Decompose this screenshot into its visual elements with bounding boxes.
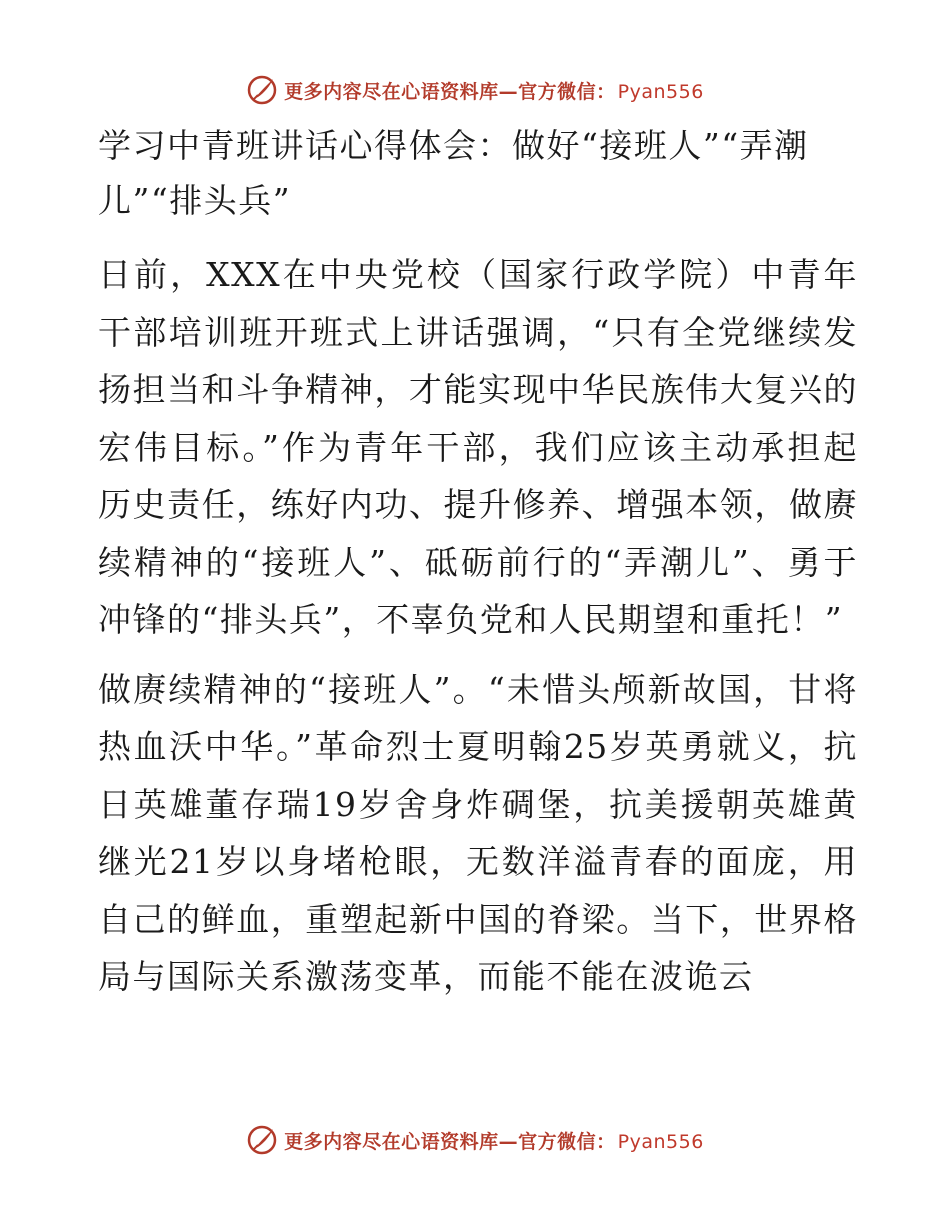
watermark-text: 更多内容尽在心语资料库—官方微信： Pyan556 [284,1130,704,1153]
quill-circle-logo-icon [246,74,278,106]
quill-circle-logo-icon [246,1124,278,1156]
paragraph-2: 做赓续精神的“接班人”。“未惜头颅新故国，甘将热血沃中华。”革命烈士夏明翰25岁英勇就义，抗日英雄董存瑞19岁舍身炸碉堡，抗美援朝英雄黄继光21岁以身堵枪眼，无数洋溢青春的面庞，用自己的鲜血，重塑起新中国的脊梁。当下，世界格局与国际关系激荡变革，而能不能在波诡云 [98,669,858,996]
document-title: 学习中青班讲话心得体会：做好“接班人”“弄潮儿”“排头兵” [98,126,809,220]
paragraph-1: 日前，XXX在中央党校（国家行政学院）中青年干部培训班开班式上讲话强调，“只有全党继续发扬担当和斗争精神，才能实现中华民族伟大复兴的宏伟目标。”作为青年干部，我们应该主动承担起历史责任，练好内功、提升修养、增强本领，做赓续精神的“接班人”、砥砺前行的“弄潮儿”、勇于冲锋的“排头兵”，不辜负党和人民期望和重托！” [98,255,858,639]
footer-watermark [0,1120,950,1160]
wechat-handle: Pyan556 [617,1130,704,1153]
watermark-text: 更多内容尽在心语资料库—官方微信： Pyan556 [284,80,704,103]
document-body [98,118,858,996]
header-watermark [0,70,950,110]
wechat-handle: Pyan556 [617,80,704,103]
